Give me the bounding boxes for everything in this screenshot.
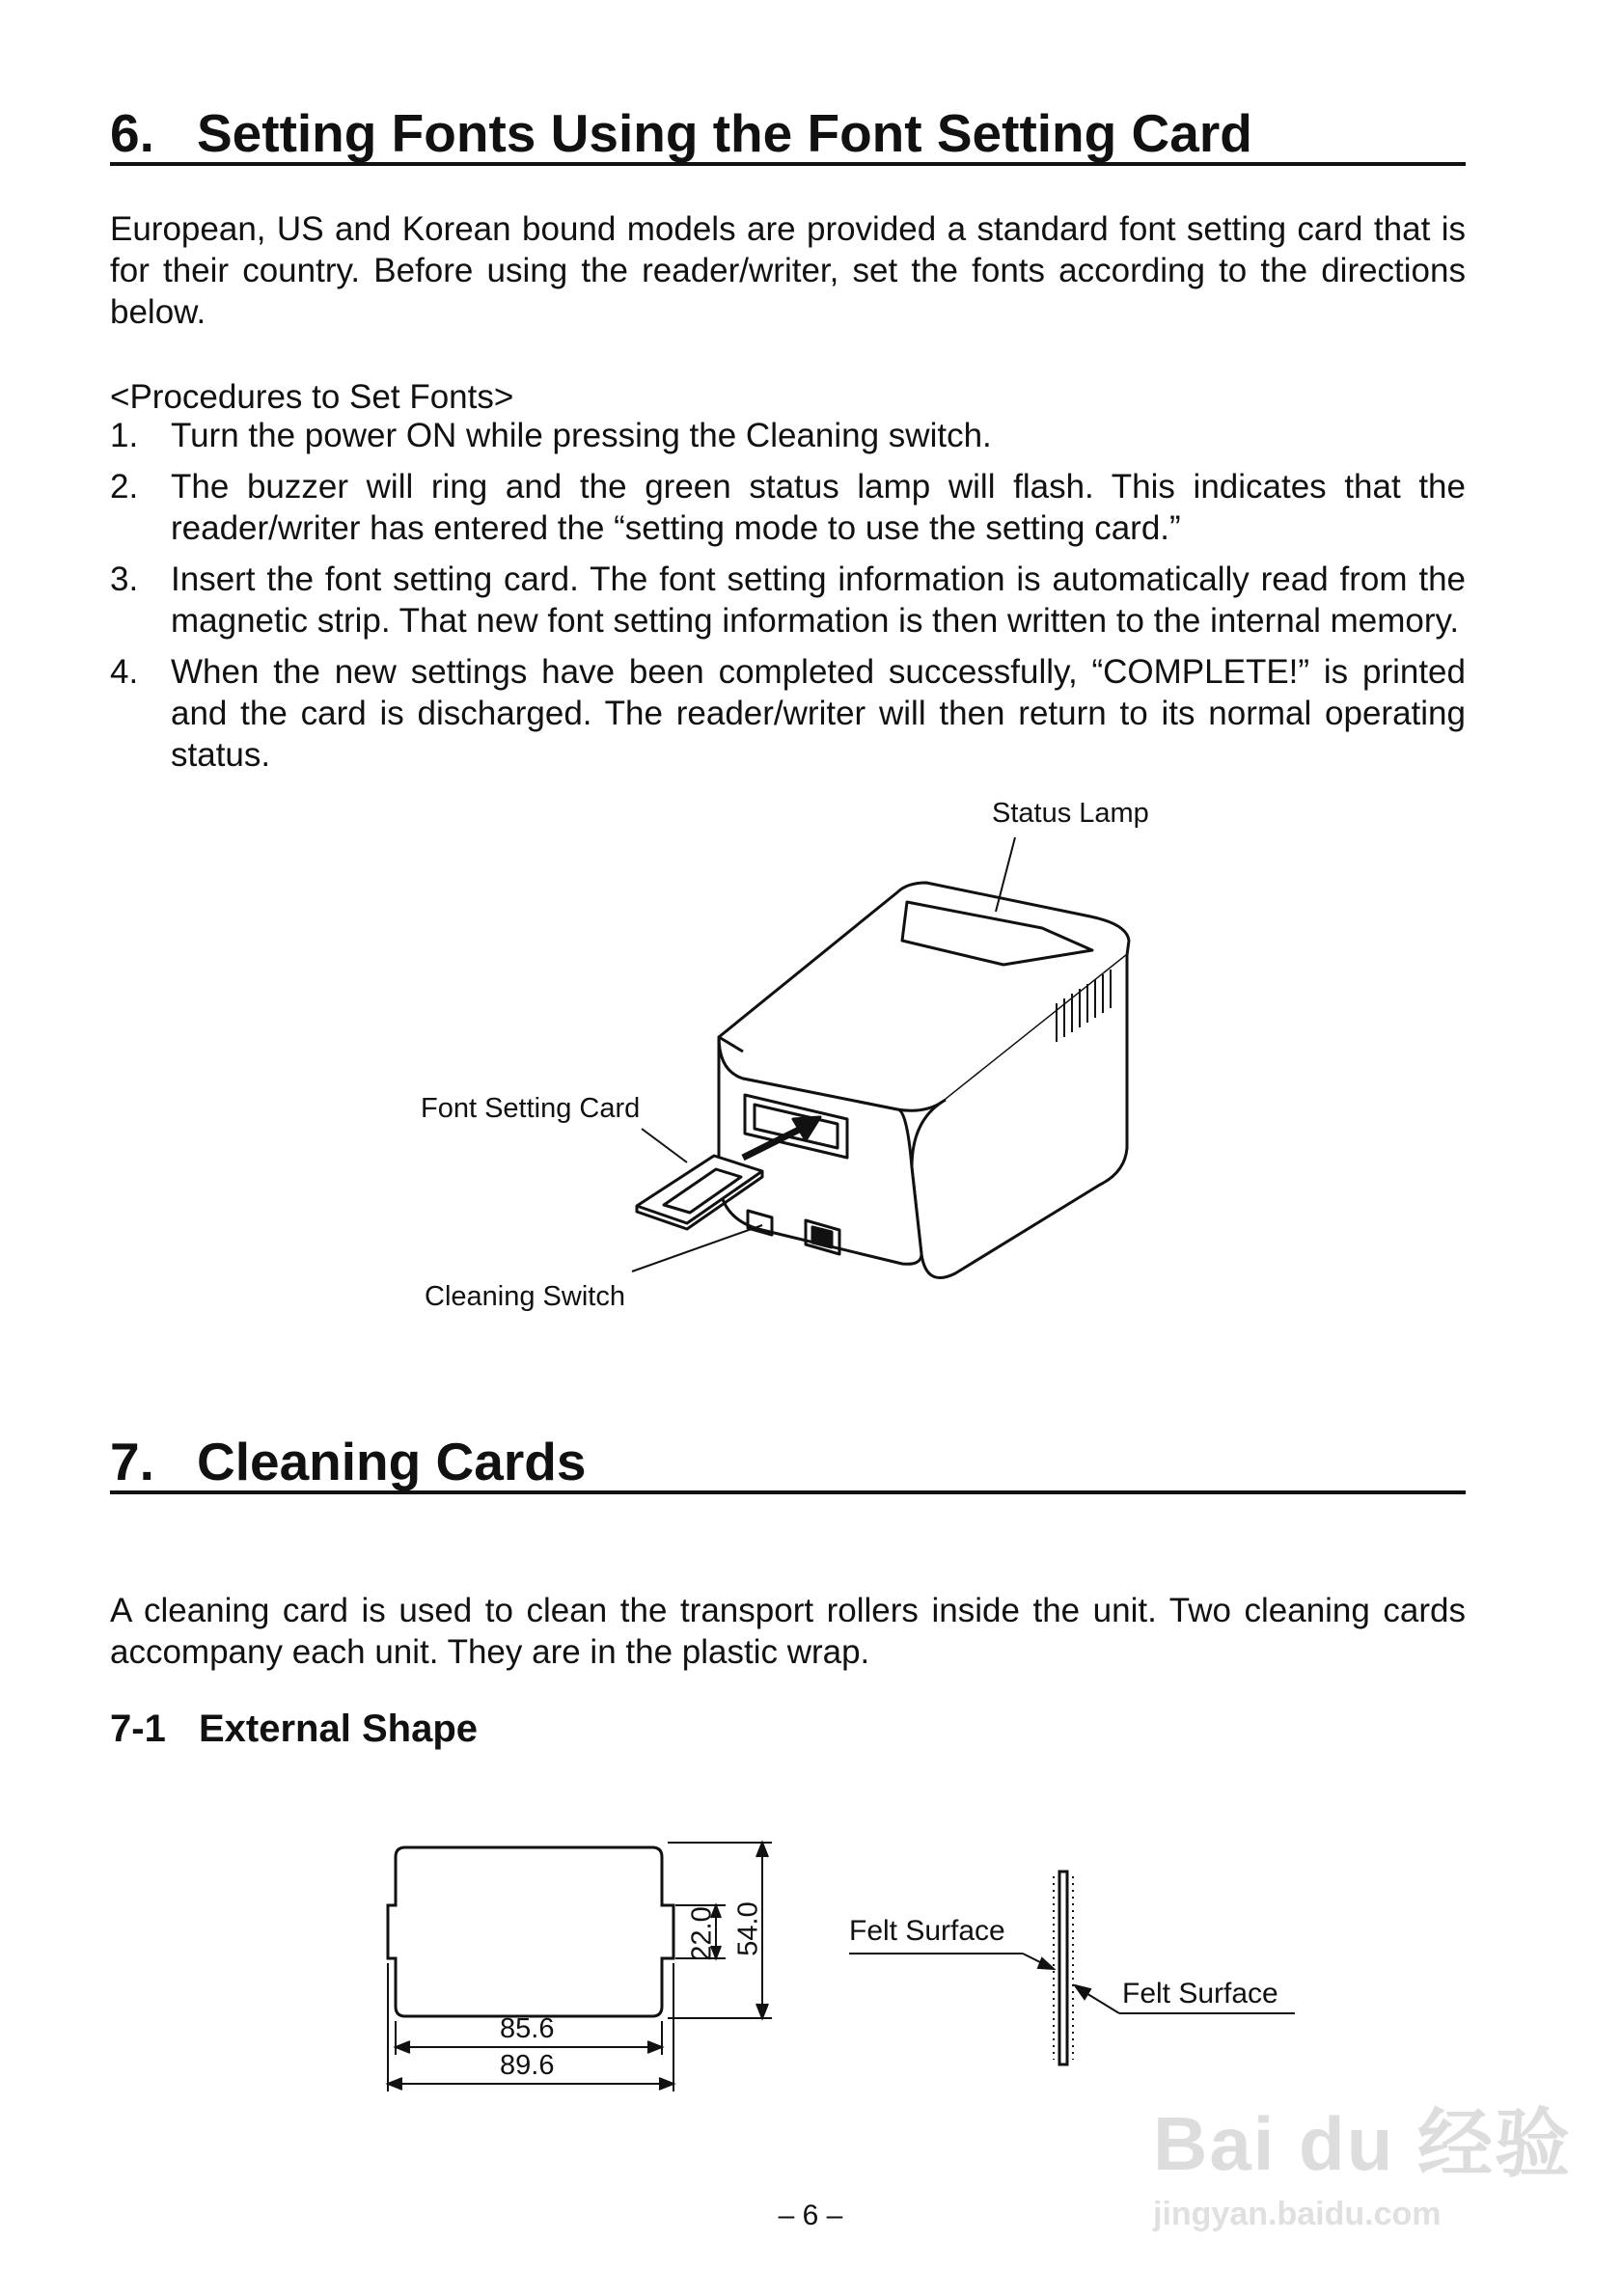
section7-title: Cleaning Cards	[197, 1432, 587, 1491]
dimension-total-height: 54.0	[732, 1901, 764, 1956]
cleaning-switch-label: Cleaning Switch	[425, 1281, 625, 1312]
section6-number: 6.	[110, 103, 154, 163]
subsection-title: External Shape	[199, 1708, 479, 1750]
section7-number: 7.	[110, 1432, 154, 1491]
section6-title: Setting Fonts Using the Font Setting Card	[197, 103, 1252, 163]
watermark-url: jingyan.baidu.com	[1153, 2196, 1442, 2232]
list-item: 2. The buzzer will ring and the green status lamp will flash. This indicates that the reader/writer has entered the “setting mode to use the setting card.”	[110, 468, 1466, 547]
subsection-number: 7-1	[110, 1708, 166, 1750]
list-item: 1. Turn the power ON while pressing the Cleaning switch.	[110, 417, 992, 454]
dimension-inner-width: 85.6	[500, 2013, 555, 2044]
list-item: 4. When the new settings have been completed successfully, “COMPLETE!” is printed and the card is discharged. The reader/writer will then return to its normal operating status.	[110, 653, 1466, 774]
felt-surface-label-right: Felt Surface	[1122, 1978, 1278, 2009]
cleaning-card-outline	[388, 1847, 673, 2016]
section7-intro: A cleaning card is used to clean the transport rollers inside the unit. Two cleaning cards accompany each unit. They are in the plastic wrap.	[110, 1592, 1466, 1671]
font-setting-card-label: Font Setting Card	[421, 1093, 641, 1124]
watermark-brand: Bai du 经验	[1153, 2101, 1573, 2186]
page-number: – 6 –	[778, 2200, 843, 2231]
watermark	[1153, 2084, 1572, 2233]
dimension-notch-height: 22.0	[686, 1906, 718, 1961]
dimension-outer-width: 89.6	[500, 2050, 555, 2081]
section7-heading	[110, 1433, 1466, 1494]
procedures-heading: <Procedures to Set Fonts>	[110, 378, 514, 416]
section6-intro: European, US and Korean bound models are provided a standard font setting card that is for their country. Before using the reader/writer, set the fonts according to the directions below.	[110, 210, 1466, 331]
list-item: 3. Insert the font setting card. The font setting information is automatically read from the magnetic strip. That new font setting information is then written to the internal memory.	[110, 560, 1466, 640]
felt-surface-label-left: Felt Surface	[849, 1915, 1005, 1947]
felt-side-view	[849, 1872, 1295, 2064]
status-lamp-label: Status Lamp	[992, 798, 1149, 829]
subsection-heading	[110, 1708, 478, 1751]
